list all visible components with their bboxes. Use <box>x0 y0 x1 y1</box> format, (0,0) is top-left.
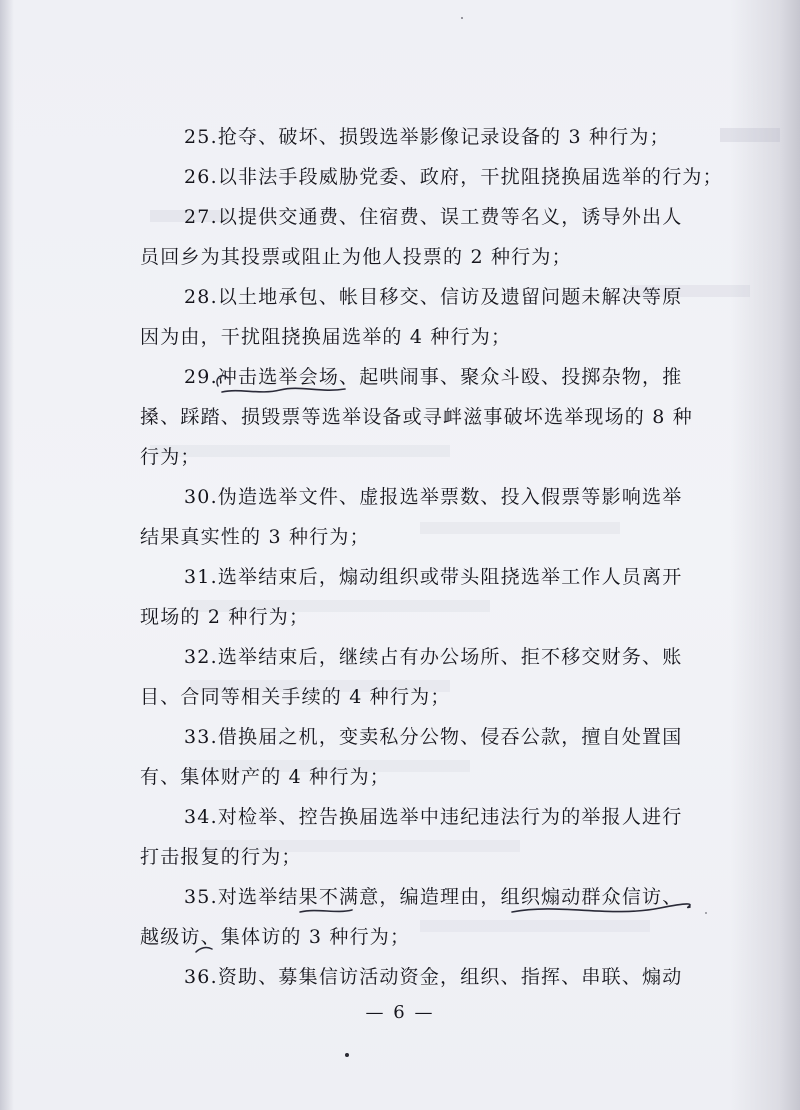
text-line: 打击报复的行为； <box>140 846 302 868</box>
page-number: — 6 — <box>365 1002 435 1023</box>
text-line: 28.以土地承包、帐目移交、信访及遗留问题未解决等原 <box>184 286 683 308</box>
text-line: 31.选举结束后，煽动组织或带头阻挠选举工作人员离开 <box>184 566 683 588</box>
text-line: 员回乡为其投票或阻止为他人投票的 2 种行为； <box>140 246 572 268</box>
text-line: 36.资助、募集信访活动资金，组织、指挥、串联、煽动 <box>184 966 683 988</box>
dust-speck <box>345 1053 349 1057</box>
text-line: 搡、踩踏、损毁票等选举设备或寻衅滋事破坏选举现场的 8 种 <box>140 406 693 428</box>
text-line: 行为； <box>140 446 201 468</box>
text-line: 34.对检举、控告换届选举中违纪违法行为的举报人进行 <box>184 806 683 828</box>
text-line: 25.抢夺、破坏、损毁选举影像记录设备的 3 种行为； <box>184 126 670 148</box>
text-line: 目、合同等相关手续的 4 种行为； <box>140 686 451 708</box>
text-line: 越级访、集体访的 3 种行为； <box>140 926 411 948</box>
text-line: 33.借换届之机，变卖私分公物、侵吞公款，擅自处置国 <box>184 726 683 748</box>
text-line: 27.以提供交通费、住宿费、误工费等名义，诱导外出人 <box>184 206 683 228</box>
text-line: 现场的 2 种行为； <box>140 606 310 628</box>
text-line: 35.对选举结果不满意，编造理由，组织煽动群众信访、 <box>184 886 683 908</box>
dust-speck <box>705 912 707 914</box>
dust-speck <box>461 17 463 19</box>
text-line: 32.选举结束后，继续占有办公场所、拒不移交财务、账 <box>184 646 683 668</box>
text-line: 结果真实性的 3 种行为； <box>140 526 370 548</box>
text-line: 30.伪造选举文件、虚报选举票数、投入假票等影响选举 <box>184 486 683 508</box>
text-line: 29.冲击选举会场、起哄闹事、聚众斗殴、投掷杂物，推 <box>184 366 683 388</box>
text-line: 因为由，干扰阻挠换届选举的 4 种行为； <box>140 326 512 348</box>
text-line: 有、集体财产的 4 种行为； <box>140 766 390 788</box>
text-line: 26.以非法手段威胁党委、政府，干扰阻挠换届选举的行为； <box>184 166 723 188</box>
